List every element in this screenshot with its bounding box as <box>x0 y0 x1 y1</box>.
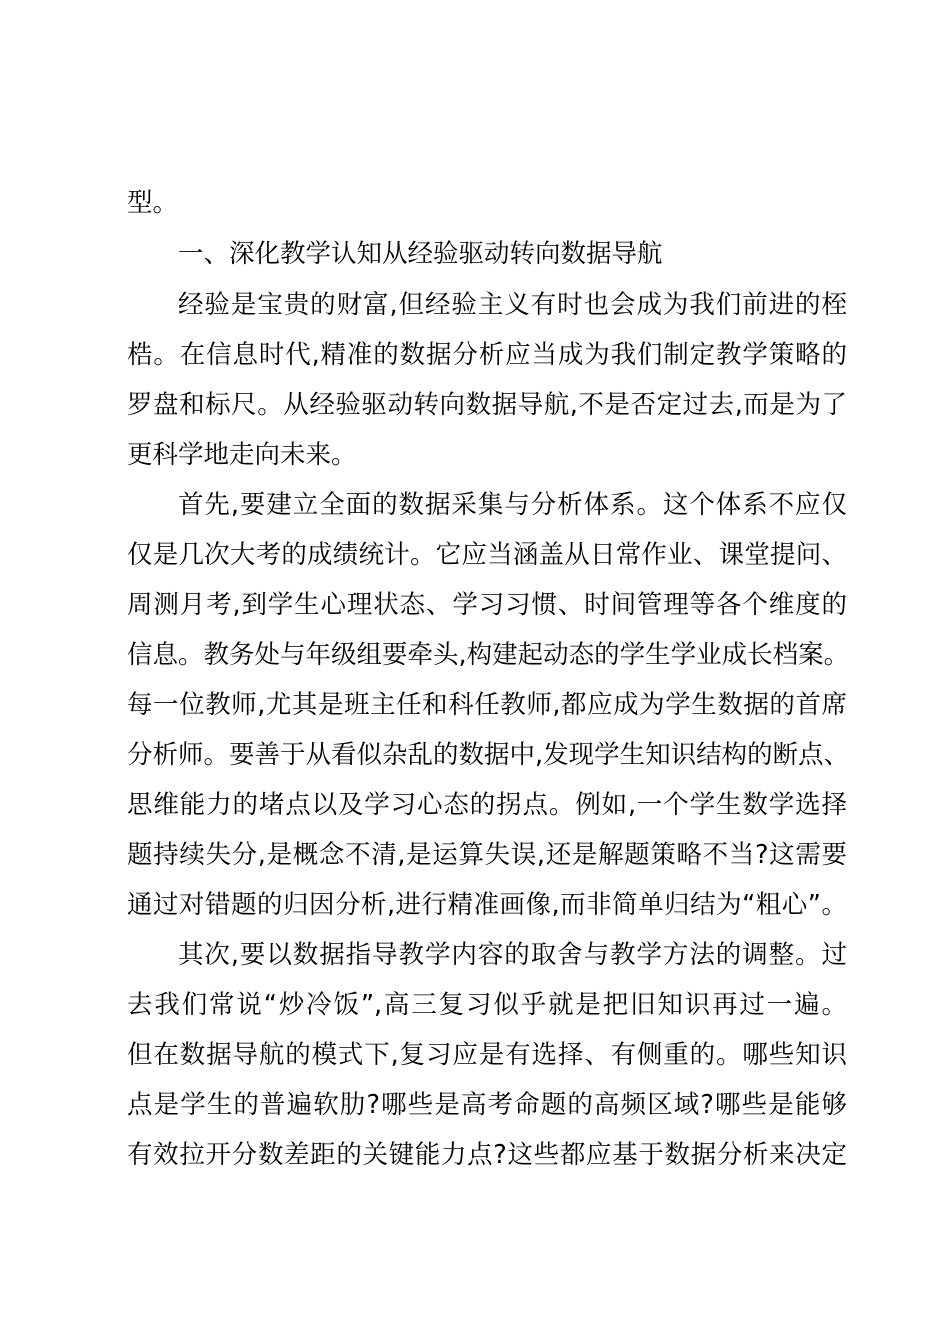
text-line: 首先,要建立全面的数据采集与分析体系。这个体系不应仅 <box>178 490 847 520</box>
text-line: 仅是几次大考的成绩统计。它应当涵盖从日常作业、课堂提问、 <box>127 540 847 570</box>
text-line: 分析师。要善于从看似杂乱的数据中,发现学生知识结构的断点、 <box>127 740 850 770</box>
text-line: 罗盘和标尺。从经验驱动转向数据导航,不是否定过去,而是为了 <box>127 390 847 420</box>
text-line: 思维能力的堵点以及学习心态的拐点。例如,一个学生数学选择 <box>127 790 847 820</box>
text-line: 每一位教师,尤其是班主任和科任教师,都应成为学生数据的首席 <box>127 690 847 720</box>
text-line: 去我们常说“炒冷饭”,高三复习似乎就是把旧知识再过一遍。 <box>127 990 847 1020</box>
text-line: 点是学生的普遍软肋?哪些是高考命题的高频区域?哪些是能够 <box>127 1090 847 1120</box>
text-line: 题持续失分,是概念不清,是运算失误,还是解题策略不当?这需要 <box>127 840 847 870</box>
text-line: 梏。在信息时代,精准的数据分析应当成为我们制定教学策略的 <box>127 340 847 370</box>
text-line: 经验是宝贵的财富,但经验主义有时也会成为我们前进的桎 <box>178 290 847 320</box>
text-line: 周测月考,到学生心理状态、学习习惯、时间管理等各个维度的 <box>127 590 847 620</box>
text-line: 信息。教务处与年级组要牵头,构建起动态的学生学业成长档案。 <box>127 640 850 670</box>
text-line: 型。 <box>127 188 179 218</box>
text-line: 但在数据导航的模式下,复习应是有选择、有侧重的。哪些知识 <box>127 1040 847 1070</box>
text-line: 有效拉开分数差距的关键能力点?这些都应基于数据分析来决定 <box>127 1140 847 1170</box>
text-line: 其次,要以数据指导教学内容的取舍与教学方法的调整。过 <box>178 940 847 970</box>
text-line: 更科学地走向未来。 <box>127 440 357 470</box>
section-heading: 一、深化教学认知从经验驱动转向数据导航 <box>178 239 663 269</box>
text-line: 通过对错题的归因分析,进行精准画像,而非简单归结为“粗心”。 <box>127 890 847 920</box>
